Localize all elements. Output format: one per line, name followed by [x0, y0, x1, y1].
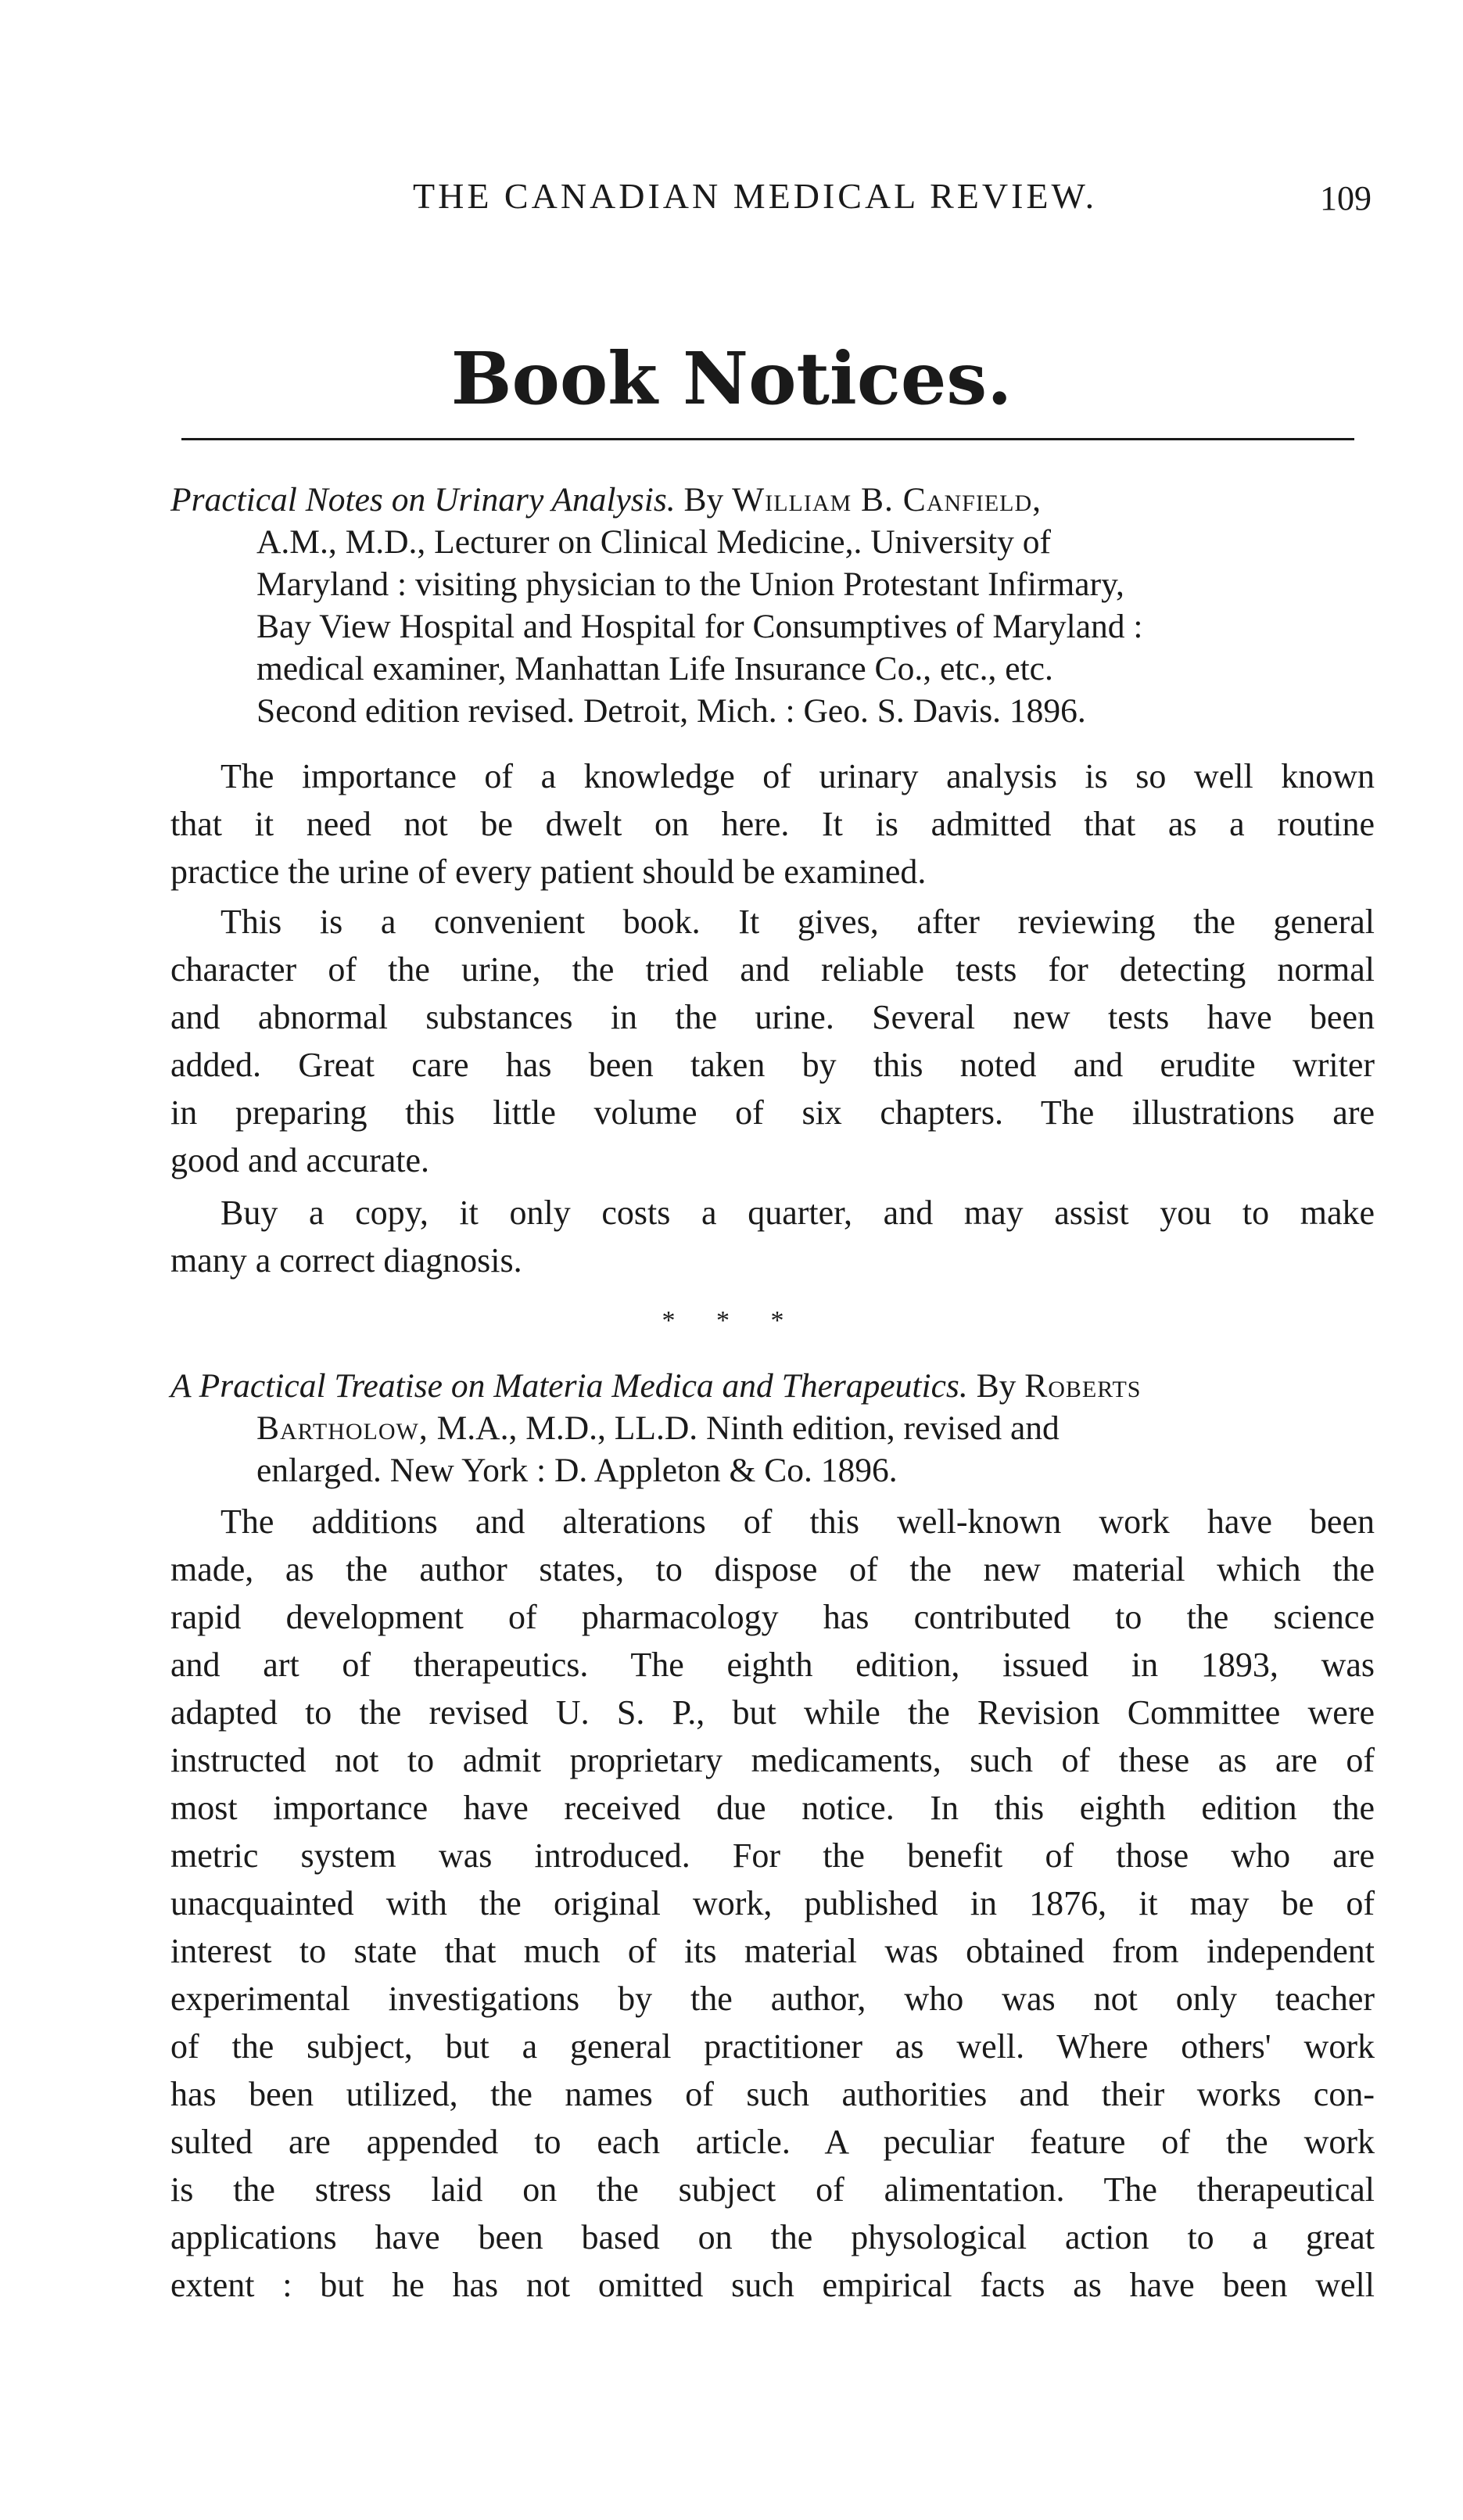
text-line: metric system was introduced. For the benefit of those who are	[170, 1836, 1375, 1875]
heading-line: A.M., M.D., Lecturer on Clinical Medicine,. University of	[256, 523, 1051, 561]
running-head: THE CANADIAN MEDICAL REVIEW.	[413, 176, 1098, 216]
book-title: Practical Notes on Urinary Analysis.	[170, 481, 676, 519]
text-line: and abnormal substances in the urine. Several new tests have been	[170, 998, 1375, 1036]
text-line: sulted are appended to each article. A peculiar feature of the work	[170, 2123, 1375, 2161]
heading-line: enlarged. New York : D. Appleton & Co. 1896.	[256, 1452, 898, 1489]
text-line: This is a convenient book. It gives, after reviewing the general	[221, 903, 1375, 941]
book-title: A Practical Treatise on Materia Medica and Therapeutics.	[170, 1367, 968, 1405]
review-paragraph	[170, 752, 1375, 896]
text-line: made, as the author states, to dispose of the new material which the	[170, 1550, 1375, 1588]
text-line: that it need not be dwelt on here. It is admitted that as a routine	[170, 805, 1375, 843]
heading-line: Maryland : visiting physician to the Union Protestant Infirmary,	[256, 565, 1124, 603]
text-line: The importance of a knowledge of urinary analysis is so well known	[221, 757, 1375, 795]
text-line: applications have been based on the physological action to a great	[170, 2218, 1375, 2256]
text-line: extent : but he has not omitted such empirical facts as have been well	[170, 2266, 1375, 2304]
text-line: interest to state that much of its material was obtained from independent	[170, 1932, 1375, 1970]
text-line: many a correct diagnosis.	[170, 1241, 522, 1280]
heading-line: Second edition revised. Detroit, Mich. : Geo. S. Davis. 1896.	[256, 692, 1086, 730]
author-name: William B. Canfield,	[732, 481, 1042, 519]
text-line: The additions and alterations of this well-known work have been	[221, 1502, 1375, 1541]
heading-text: M.A., M.D., LL.D. Ninth edition, revised and	[428, 1409, 1060, 1447]
heading-line	[170, 1407, 1375, 1449]
section-separator: * * *	[662, 1306, 801, 1335]
text-line: most importance have received due notice. In this eighth edition the	[170, 1789, 1375, 1827]
text-line: rapid development of pharmacology has contributed to the science	[170, 1598, 1375, 1636]
text-line: is the stress laid on the subject of alimentation. The therapeutical	[170, 2170, 1375, 2209]
heading-line	[170, 479, 1375, 521]
text-line: experimental investigations by the author, who was not only teacher	[170, 1980, 1375, 2018]
entry-1-heading	[170, 479, 1375, 732]
text-line: in preparing this little volume of six chapters. The illustrations are	[170, 1093, 1375, 1132]
title-rule	[181, 438, 1354, 440]
entry-2-heading	[170, 1365, 1375, 1492]
text-line: Buy a copy, it only costs a quarter, and may assist you to make	[221, 1194, 1375, 1232]
section-title: Book Notices.	[450, 336, 1013, 421]
heading-text: By	[675, 481, 733, 519]
heading-line	[170, 1365, 1375, 1407]
text-line: and art of therapeutics. The eighth edition, issued in 1893, was	[170, 1646, 1375, 1684]
review-paragraph	[170, 1189, 1375, 1284]
text-line: adapted to the revised U. S. P., but while the Revision Committee were	[170, 1693, 1375, 1732]
heading-line: Bay View Hospital and Hospital for Consumptives of Maryland :	[256, 608, 1143, 645]
heading-text: By	[967, 1367, 1025, 1405]
page-number: 109	[1320, 179, 1372, 217]
text-line: unacquainted with the original work, published in 1876, it may be of	[170, 1884, 1375, 1922]
text-line: practice the urine of every patient should be examined.	[170, 853, 927, 891]
text-line: good and accurate.	[170, 1141, 430, 1179]
review-paragraph	[170, 898, 1375, 1184]
author-name: Roberts	[1024, 1367, 1142, 1405]
page-header	[0, 175, 1463, 230]
text-line: of the subject, but a general practitioner as well. Where others' work	[170, 2027, 1375, 2066]
author-name: Bartholow,	[256, 1409, 429, 1447]
text-line: added. Great care has been taken by this noted and erudite writer	[170, 1046, 1375, 1084]
text-line: instructed not to admit proprietary medicaments, such of these as are of	[170, 1741, 1375, 1779]
text-line: has been utilized, the names of such authorities and their works con-	[170, 2075, 1375, 2113]
heading-line: medical examiner, Manhattan Life Insurance Co., etc., etc.	[256, 650, 1053, 687]
text-line: character of the urine, the tried and reliable tests for detecting normal	[170, 950, 1375, 989]
review-paragraph	[170, 1498, 1375, 2309]
